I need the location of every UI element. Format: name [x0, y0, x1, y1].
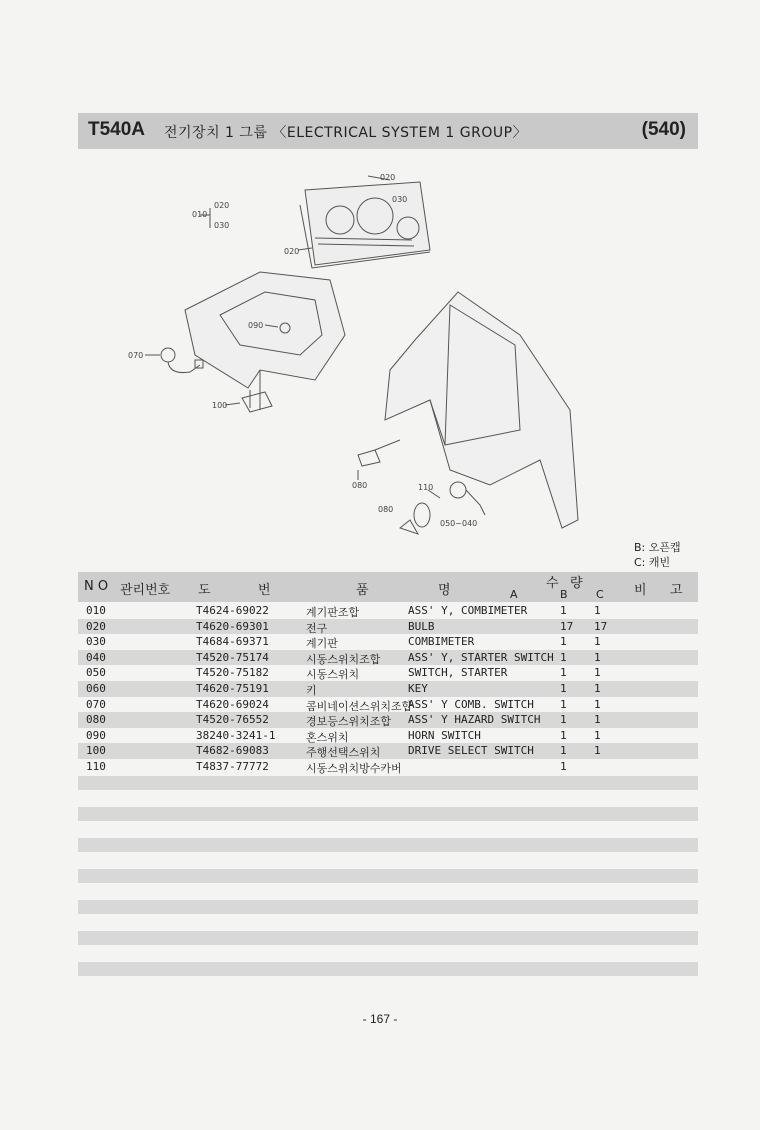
table-row — [78, 697, 698, 713]
header-qty-ryang: 량 — [570, 576, 583, 591]
qty-a: 1 — [560, 635, 567, 649]
combimeter-drawing — [300, 182, 430, 268]
english-name: COMBIMETER — [408, 635, 475, 649]
section-page-code: (540) — [641, 119, 686, 140]
korean-name: 경보등스위치조합 — [306, 715, 392, 729]
callout-010: 010 — [192, 210, 208, 219]
table-stripe — [78, 807, 698, 821]
header-name-myeong: 명 — [438, 583, 451, 598]
part-number: T4520-75174 — [196, 650, 269, 664]
header-no: N O — [84, 579, 109, 594]
table-row — [78, 634, 698, 650]
row-number: 070 — [86, 697, 106, 711]
table-stripe — [78, 962, 698, 976]
korean-name: 콤비네이션스위치조합 — [306, 699, 413, 713]
table-stripe — [78, 931, 698, 945]
english-name: HORN SWITCH — [408, 728, 481, 742]
callout-020-bottom: 020 — [284, 247, 300, 256]
part-number: T4684-69371 — [196, 635, 269, 649]
cabin-cover-drawing — [385, 292, 578, 528]
qty-a: 1 — [560, 697, 567, 711]
korean-name: 혼스위치 — [306, 730, 349, 744]
callout-030-side: 030 — [214, 221, 230, 230]
english-name: KEY — [408, 681, 428, 695]
korean-name: 시동스위치조합 — [306, 652, 381, 666]
table-stripe — [78, 776, 698, 790]
row-number: 090 — [86, 728, 106, 742]
table-row — [78, 665, 698, 681]
qty-a: 1 — [560, 650, 567, 664]
header-remarks-bi: 비 — [634, 583, 647, 598]
table-row — [78, 759, 698, 775]
english-name: SWITCH, STARTER — [408, 666, 508, 680]
part-number: T4520-76552 — [196, 713, 269, 727]
korean-name: 시동스위치 — [306, 668, 360, 682]
quantity-legend — [634, 540, 681, 570]
parts-table-body — [78, 603, 698, 775]
qty-b: 1 — [594, 650, 601, 664]
callout-080-right: 080 — [378, 505, 394, 514]
table-row — [78, 603, 698, 619]
table-row — [78, 743, 698, 759]
qty-a: 1 — [560, 681, 567, 695]
callout-100: 100 — [212, 401, 228, 410]
korean-name: 계기판 — [306, 637, 338, 651]
row-number: 020 — [86, 619, 106, 633]
qty-a: 1 — [560, 666, 567, 680]
qty-a: 1 — [560, 728, 567, 742]
row-number: 100 — [86, 744, 106, 758]
korean-name: 전구 — [306, 621, 328, 635]
page-number: - 167 - — [362, 1012, 398, 1026]
page-header — [78, 113, 698, 149]
callout-080-left: 080 — [352, 481, 368, 490]
english-name: ASS' Y, COMBIMETER — [408, 604, 528, 617]
drive-select-switch-drawing — [242, 392, 272, 412]
qty-a: 1 — [560, 604, 567, 617]
qty-a: 1 — [560, 713, 567, 727]
table-row — [78, 650, 698, 666]
section-title: 전기장치 1 그룹 〈ELECTRICAL SYSTEM 1 GROUP〉 — [164, 125, 528, 141]
english-name: DRIVE SELECT SWITCH — [408, 744, 534, 758]
qty-b: 1 — [594, 666, 601, 680]
part-number: T4624-69022 — [196, 604, 269, 617]
header-management-no: 관리번호 — [120, 583, 171, 598]
header-qty-c: C — [596, 588, 604, 601]
legend-b: B: 오픈캡 — [634, 541, 681, 554]
callout-070: 070 — [128, 351, 144, 360]
qty-a: 1 — [560, 744, 567, 758]
qty-b: 1 — [594, 728, 601, 742]
parts-table-header — [78, 572, 698, 602]
table-stripe — [78, 900, 698, 914]
table-row — [78, 728, 698, 744]
callout-020-top: 020 — [380, 173, 396, 182]
exploded-parts-diagram — [100, 160, 620, 545]
qty-a: 1 — [560, 759, 567, 773]
korean-name: 주행선택스위치 — [306, 746, 381, 760]
table-row — [78, 619, 698, 635]
header-drawing-do: 도 — [198, 583, 211, 598]
english-name: ASS' Y, STARTER SWITCH — [408, 650, 554, 664]
table-stripe — [78, 838, 698, 852]
qty-a: 17 — [560, 619, 574, 633]
table-stripe — [78, 869, 698, 883]
korean-name: 시동스위치방수카버 — [306, 761, 402, 775]
part-number: T4837-77772 — [196, 759, 269, 773]
english-name: ASS' Y HAZARD SWITCH — [408, 713, 541, 727]
row-number: 060 — [86, 681, 106, 695]
part-number: T4682-69083 — [196, 744, 269, 758]
header-drawing-beon: 번 — [258, 583, 271, 598]
part-number: 38240-3241-1 — [196, 728, 276, 742]
row-number: 110 — [86, 759, 106, 773]
header-qty-a: A — [510, 588, 518, 601]
header-qty-su: 수 — [546, 576, 559, 591]
qty-b: 1 — [594, 635, 601, 649]
callout-020-side: 020 — [214, 201, 230, 210]
row-number: 010 — [86, 604, 106, 617]
qty-b: 17 — [594, 619, 608, 633]
row-number: 050 — [86, 666, 106, 680]
part-number: T4620-69024 — [196, 697, 269, 711]
english-name: ASS' Y COMB. SWITCH — [408, 697, 534, 711]
header-qty-b: B — [560, 588, 568, 601]
row-number: 040 — [86, 650, 106, 664]
korean-name: 계기판조합 — [306, 606, 360, 619]
english-name: BULB — [408, 619, 435, 633]
key-switch-drawing — [358, 440, 400, 466]
korean-name: 키 — [306, 683, 317, 697]
row-number: 080 — [86, 713, 106, 727]
header-name-pum: 품 — [356, 583, 369, 598]
row-number: 030 — [86, 635, 106, 649]
legend-c: C: 캐빈 — [634, 556, 671, 569]
table-row — [78, 681, 698, 697]
model-code: T540A — [88, 119, 146, 140]
table-row — [78, 712, 698, 728]
qty-b: 1 — [594, 713, 601, 727]
header-remarks-go: 고 — [670, 583, 683, 598]
callout-110: 110 — [418, 483, 434, 492]
qty-b: 1 — [594, 681, 601, 695]
part-number: T4520-75182 — [196, 666, 269, 680]
qty-b: 1 — [594, 604, 601, 617]
part-number: T4620-69301 — [196, 619, 269, 633]
callout-030: 030 — [392, 195, 408, 204]
part-number: T4620-75191 — [196, 681, 269, 695]
callout-090: 090 — [248, 321, 264, 330]
qty-b: 1 — [594, 697, 601, 711]
callout-050-040: 050~040 — [440, 519, 478, 528]
dash-panel-drawing — [185, 272, 345, 410]
qty-b: 1 — [594, 744, 601, 758]
